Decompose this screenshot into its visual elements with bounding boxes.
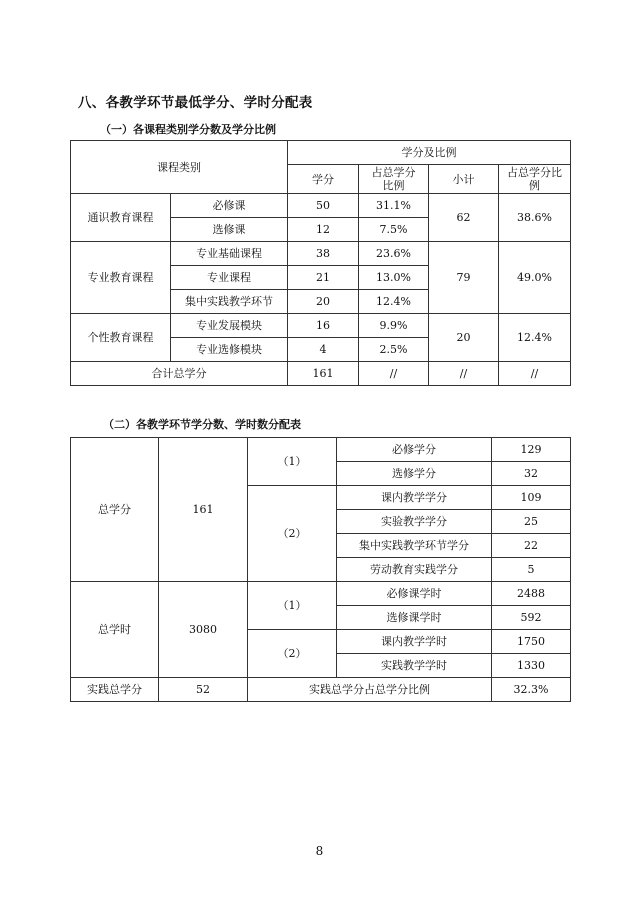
group-marker: （1） (248, 582, 337, 630)
item-value: 2488 (492, 582, 571, 606)
practice-ratio-label: 实践总学分占总学分比例 (248, 678, 492, 702)
item-name: 实验教学学分 (337, 510, 492, 534)
course-name: 专业发展模块 (171, 314, 288, 338)
subtotal-ratio-value: 12.4% (499, 314, 571, 362)
total-hours-label: 总学时 (71, 582, 159, 678)
item-name: 课内教学学分 (337, 486, 492, 510)
item-name: 必修学分 (337, 438, 492, 462)
header-category: 课程类别 (71, 141, 288, 194)
practice-value: 52 (159, 678, 248, 702)
item-name: 课内教学学时 (337, 630, 492, 654)
header-credits: 学分 (288, 165, 359, 194)
item-value: 109 (492, 486, 571, 510)
item-name: 劳动教育实践学分 (337, 558, 492, 582)
table-row (71, 314, 571, 338)
course-name: 专业课程 (171, 266, 288, 290)
ratio-value: 13.0% (359, 266, 429, 290)
subtotal-value: 20 (429, 314, 499, 362)
section-heading: 八、各教学环节最低学分、学时分配表 (78, 95, 313, 111)
practice-row (71, 678, 571, 702)
course-name: 选修课 (171, 218, 288, 242)
course-name: 专业基础课程 (171, 242, 288, 266)
credits-hours-table (70, 437, 571, 702)
table-row (71, 194, 571, 218)
item-name: 必修课学时 (337, 582, 492, 606)
total-credits: 161 (288, 362, 359, 386)
group-name: 个性教育课程 (71, 314, 171, 362)
credits-value: 20 (288, 290, 359, 314)
table-row (71, 242, 571, 266)
item-name: 集中实践教学环节学分 (337, 534, 492, 558)
item-value: 25 (492, 510, 571, 534)
group-marker: （2） (248, 486, 337, 582)
group-marker: （2） (248, 630, 337, 678)
item-value: 5 (492, 558, 571, 582)
table2-subtitle: （二）各教学环节学分数、学时数分配表 (103, 418, 301, 431)
credits-value: 38 (288, 242, 359, 266)
total-label: 合计总学分 (71, 362, 288, 386)
total-credits-label: 总学分 (71, 438, 159, 582)
header-ratio: 占总学分比例 (359, 165, 429, 194)
ratio-value: 31.1% (359, 194, 429, 218)
total-hours-value: 3080 (159, 582, 248, 678)
total-row (71, 362, 571, 386)
group-name: 专业教育课程 (71, 242, 171, 314)
total-subtotal: // (429, 362, 499, 386)
credits-value: 4 (288, 338, 359, 362)
ratio-value: 12.4% (359, 290, 429, 314)
table1-subtitle: （一）各课程类别学分数及学分比例 (100, 123, 276, 136)
item-name: 选修课学时 (337, 606, 492, 630)
item-value: 1330 (492, 654, 571, 678)
item-name: 实践教学学时 (337, 654, 492, 678)
course-name: 集中实践教学环节 (171, 290, 288, 314)
practice-label: 实践总学分 (71, 678, 159, 702)
item-value: 592 (492, 606, 571, 630)
practice-ratio: 32.3% (492, 678, 571, 702)
page-number: 8 (315, 844, 324, 858)
header-group: 学分及比例 (288, 141, 571, 165)
item-value: 32 (492, 462, 571, 486)
item-value: 1750 (492, 630, 571, 654)
item-value: 22 (492, 534, 571, 558)
table-row (71, 582, 571, 606)
total-subtotal-ratio: // (499, 362, 571, 386)
subtotal-value: 62 (429, 194, 499, 242)
group-name: 通识教育课程 (71, 194, 171, 242)
subtotal-ratio-value: 38.6% (499, 194, 571, 242)
header-subtotal-ratio: 占总学分比例 (499, 165, 571, 194)
ratio-value: 9.9% (359, 314, 429, 338)
total-ratio: // (359, 362, 429, 386)
group-marker: （1） (248, 438, 337, 486)
credits-value: 50 (288, 194, 359, 218)
credits-value: 21 (288, 266, 359, 290)
course-name: 必修课 (171, 194, 288, 218)
total-credits-value: 161 (159, 438, 248, 582)
table-row (71, 438, 571, 462)
subtotal-ratio-value: 49.0% (499, 242, 571, 314)
credits-value: 12 (288, 218, 359, 242)
subtotal-value: 79 (429, 242, 499, 314)
ratio-value: 23.6% (359, 242, 429, 266)
header-subtotal: 小计 (429, 165, 499, 194)
ratio-value: 7.5% (359, 218, 429, 242)
item-value: 129 (492, 438, 571, 462)
ratio-value: 2.5% (359, 338, 429, 362)
course-name: 专业选修模块 (171, 338, 288, 362)
item-name: 选修学分 (337, 462, 492, 486)
credits-value: 16 (288, 314, 359, 338)
credits-ratio-table (70, 140, 571, 386)
